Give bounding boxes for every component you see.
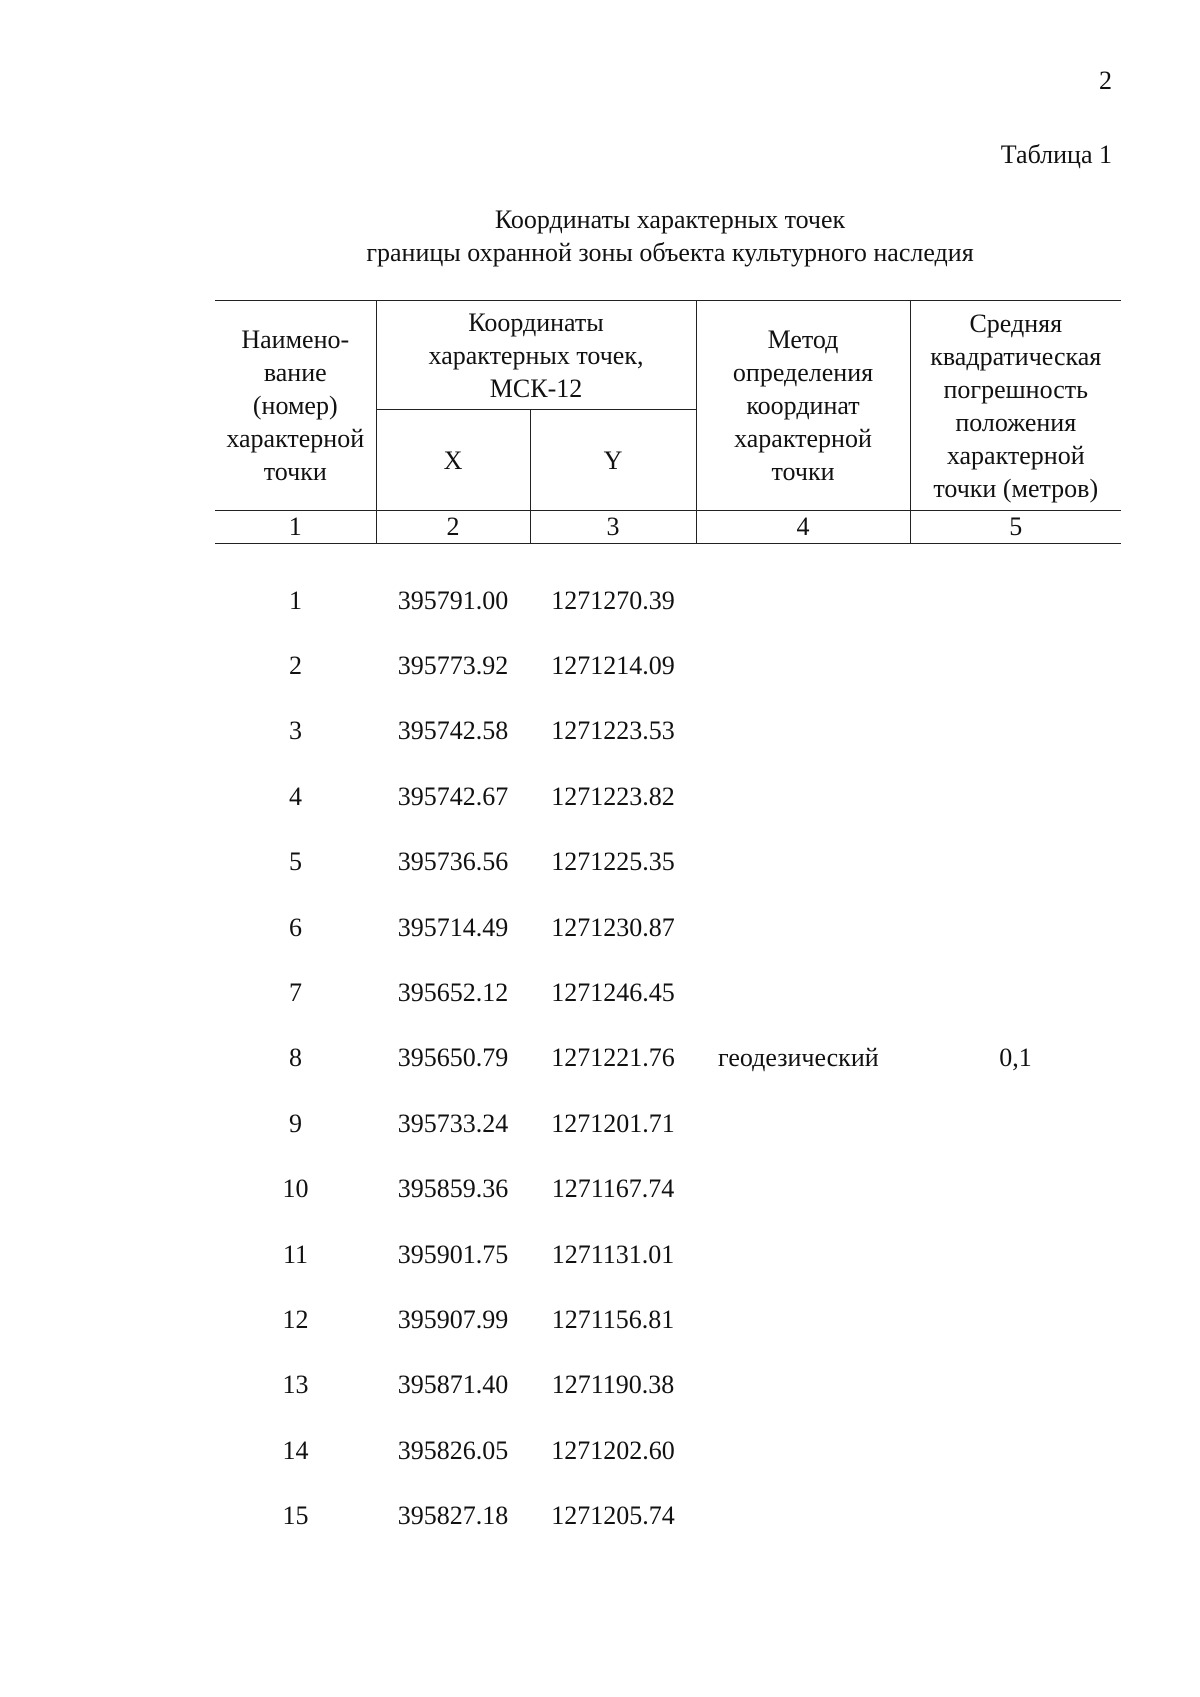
cell-method	[696, 544, 910, 634]
header-method: Метод определения координат характерной точки	[696, 301, 910, 511]
cell-point-number: 2	[289, 651, 302, 681]
cell-y: 1271225.35	[551, 847, 675, 877]
cell-x: 395907.99	[397, 1304, 509, 1334]
cell-point-number: 14	[282, 1435, 309, 1465]
table-row	[215, 1353, 1121, 1418]
cell-y: 1271246.45	[551, 978, 675, 1008]
cell-method	[696, 633, 910, 698]
cell-error	[910, 960, 1121, 1025]
cell-error	[910, 895, 1121, 960]
cell-point-number: 1	[289, 585, 302, 615]
table-row	[215, 1091, 1121, 1156]
cell-error	[910, 1091, 1121, 1156]
table-body	[215, 544, 1121, 1549]
column-number: 2	[376, 511, 530, 544]
cell-method	[696, 1287, 910, 1352]
coordinates-table	[215, 300, 1121, 1549]
cell-point-number: 3	[289, 716, 302, 746]
header-error: Средняя квадратическая погрешность положения характерной точки (метров)	[910, 301, 1121, 511]
cell-method	[696, 895, 910, 960]
cell-point-number: 11	[282, 1239, 309, 1269]
table-row	[215, 1157, 1121, 1222]
cell-error: 0,1	[999, 1043, 1032, 1073]
cell-y: 1271270.39	[551, 585, 675, 615]
cell-error	[910, 1157, 1121, 1222]
cell-point-number: 12	[282, 1304, 309, 1334]
column-number: 5	[910, 511, 1121, 544]
cell-method	[696, 830, 910, 895]
cell-method	[696, 764, 910, 829]
cell-x: 395826.05	[397, 1435, 509, 1465]
cell-error	[910, 1418, 1121, 1483]
caption-line-1: Координаты характерных точек	[494, 205, 846, 234]
cell-x: 395827.18	[397, 1501, 509, 1531]
header-y: Y	[530, 410, 696, 511]
cell-error	[910, 1222, 1121, 1287]
table-row	[215, 1418, 1121, 1483]
cell-x: 395714.49	[397, 912, 509, 942]
cell-error	[910, 699, 1121, 764]
cell-y: 1271223.53	[551, 716, 675, 746]
cell-y: 1271202.60	[551, 1435, 675, 1465]
cell-x: 395652.12	[397, 978, 509, 1008]
cell-point-number: 13	[282, 1370, 309, 1400]
cell-error	[910, 633, 1121, 698]
cell-method: геодезический	[718, 1043, 879, 1073]
column-number: 3	[530, 511, 696, 544]
header-coordinates: Координаты характерных точек, МСК-12	[376, 301, 696, 410]
table-row	[215, 1483, 1121, 1548]
cell-error	[910, 544, 1121, 634]
table-row	[215, 1222, 1121, 1287]
cell-method	[696, 1222, 910, 1287]
cell-point-number: 8	[289, 1043, 302, 1073]
cell-point-number: 15	[282, 1501, 309, 1531]
cell-method	[696, 1418, 910, 1483]
column-number: 1	[215, 511, 376, 544]
cell-method	[696, 960, 910, 1025]
table-label: Таблица 1	[1000, 140, 1112, 169]
column-number: 4	[696, 511, 910, 544]
cell-x: 395859.36	[397, 1174, 509, 1204]
cell-point-number: 6	[289, 912, 302, 942]
header-x: X	[376, 410, 530, 511]
cell-method	[696, 1353, 910, 1418]
cell-method	[696, 1157, 910, 1222]
cell-method	[696, 699, 910, 764]
cell-y: 1271230.87	[551, 912, 675, 942]
table-row	[215, 544, 1121, 634]
cell-y: 1271201.71	[551, 1108, 675, 1138]
cell-y: 1271156.81	[551, 1304, 675, 1334]
table-header	[215, 301, 1121, 544]
caption-line-2: границы охранной зоны объекта культурного наследия	[366, 238, 974, 267]
cell-error	[910, 830, 1121, 895]
cell-x: 395736.56	[397, 847, 509, 877]
cell-x: 395791.00	[397, 585, 509, 615]
cell-x: 395901.75	[397, 1239, 509, 1269]
cell-point-number: 10	[282, 1174, 309, 1204]
table-row	[215, 764, 1121, 829]
cell-error	[910, 1353, 1121, 1418]
table-row	[215, 895, 1121, 960]
cell-x: 395650.79	[397, 1043, 509, 1073]
cell-x: 395742.67	[397, 781, 509, 811]
cell-x: 395773.92	[397, 651, 509, 681]
table-caption	[215, 203, 1125, 269]
cell-x: 395742.58	[397, 716, 509, 746]
cell-x: 395871.40	[397, 1370, 509, 1400]
table-row	[215, 830, 1121, 895]
cell-method	[696, 1483, 910, 1548]
cell-method	[696, 1091, 910, 1156]
cell-error	[910, 1287, 1121, 1352]
cell-point-number: 9	[289, 1108, 302, 1138]
table-row	[215, 633, 1121, 698]
cell-error	[910, 764, 1121, 829]
cell-point-number: 7	[289, 978, 302, 1008]
cell-y: 1271223.82	[551, 781, 675, 811]
cell-y: 1271131.01	[551, 1239, 675, 1269]
table-row	[215, 960, 1121, 1025]
cell-error	[910, 1483, 1121, 1548]
table-row	[215, 699, 1121, 764]
cell-x: 395733.24	[397, 1108, 509, 1138]
header-point-name: Наимено- вание (номер) характерной точки	[215, 301, 376, 511]
cell-y: 1271214.09	[551, 651, 675, 681]
table-row	[215, 1287, 1121, 1352]
page-number: 2	[1099, 66, 1112, 95]
cell-point-number: 4	[289, 781, 302, 811]
cell-y: 1271167.74	[551, 1174, 675, 1204]
cell-y: 1271205.74	[551, 1501, 675, 1531]
cell-y: 1271221.76	[551, 1043, 675, 1073]
cell-point-number: 5	[289, 847, 302, 877]
cell-y: 1271190.38	[551, 1370, 675, 1400]
table-row	[215, 1026, 1121, 1091]
